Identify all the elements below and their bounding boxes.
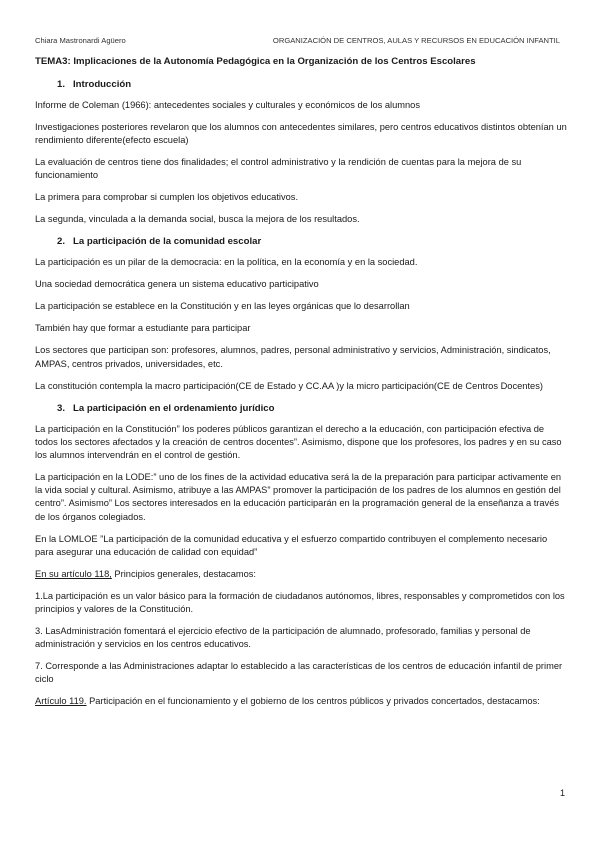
paragraph: La participación es un pilar de la democracia: en la política, en la economía y en la sociedad. [35,257,418,268]
section-title: Introducción [73,79,132,90]
section-title: La participación de la comunidad escolar [73,236,262,248]
section-title: La participación en el ordenamiento jurídico [73,402,275,414]
paragraph: La participación se establece en la Constitución y en las leyes orgánicas que lo desarrollan [35,301,410,312]
paragraph: La participación en la LODE:” uno de los fines de la actividad educativa será la de la preparación para participar activamente en la vida social y cultural. Asimismo, atribuye a las AMPAS” promover la participación de los padres de los alumnos en gestión del centro”. Asimismo” Los sectores interesados en la educación participarán en la programación general de la enseñanza a través de los órganos colegiados. [35,472,562,522]
article-118-text: Principios generales, destacamos: [111,568,257,579]
section-1-heading [57,78,567,91]
article-118-link: En su artículo 118, [35,568,112,579]
paragraph: Una sociedad democrática genera un sistema educativo participativo [35,279,319,290]
section-2-heading [57,235,567,248]
list-item: 1.La participación es un valor básico para la formación de ciudadanos autónomos, libres, responsables y comprometidos con los principios y valores de la Constitución. [35,590,565,615]
paragraph: Investigaciones posteriores revelaron que los alumnos con antecedentes similares, pero centros educativos distintos obtenían un rendimiento diferente(efecto escuela) [35,122,567,146]
header-author: Chiara Mastronardi Agüero [35,36,126,45]
article-119-link: Artículo 119. [35,696,87,707]
paragraph: La participación en la Constitución” los poderes públicos garantizan el derecho a la educación, con participación efectiva de todos los sectores afectados y la creación de centros docentes”. Asimismo, dispone que los profesores, los padres y en su caso los alumnos intervendrán en el control de gestión. [35,423,562,461]
paragraph: También hay que formar a estudiante para participar [35,323,251,334]
paragraph: La evaluación de centros tiene dos finalidades; el control administrativo y la rendición de cuentas para la mejora de su funcionamiento [35,157,522,181]
paragraph: Los sectores que participan son: profesores, alumnos, padres, personal administrativo y servicios, Administración, sindicatos, AMPAS, centros privados, universidades, etc. [35,345,551,369]
document-body [35,55,567,717]
section-number: 2. [57,236,66,248]
document-title: TEMA3: Implicaciones de la Autonomía Pedagógica en la Organización de los Centros Escolares [35,56,476,67]
paragraph: En la LOMLOE ”La participación de la comunidad educativa y el esfuerzo compartido contribuyen el complemento necesario para asegurar una educación de calidad con equidad” [35,533,548,557]
section-number: 3. [57,402,66,414]
paragraph: Informe de Coleman (1966): antecedentes sociales y culturales y económicos de los alumnos [35,100,420,110]
list-item: 3. LasAdministración fomentará el ejercicio efectivo de la participación de alumnado, profesorado, familias y personal de administración y servicios en los centros educativos. [35,626,531,650]
article-119-intro [35,695,567,708]
article-118-intro [35,568,567,581]
paragraph: La constitución contempla la macro participación(CE de Estado y CC.AA )y la micro participación(CE de Centros Docentes) [35,380,543,391]
article-119-text: Participación en el funcionamiento y el gobierno de los centros públicos y privados concertados, destacamos: [86,696,540,707]
header-course: ORGANIZACIÓN DE CENTROS, AULAS Y RECURSOS EN EDUCACIÓN INFANTIL [272,36,560,45]
page-number: 1 [559,788,565,798]
paragraph: La segunda, vinculada a la demanda social, busca la mejora de los resultados. [35,214,360,225]
section-number: 1. [57,79,66,90]
list-item: 7. Corresponde a las Administraciones adaptar lo establecido a las características de los centros de educación infantil de primer ciclo [35,661,563,685]
section-3-heading [57,402,567,415]
paragraph: La primera para comprobar si cumplen los objetivos educativos. [35,192,299,203]
